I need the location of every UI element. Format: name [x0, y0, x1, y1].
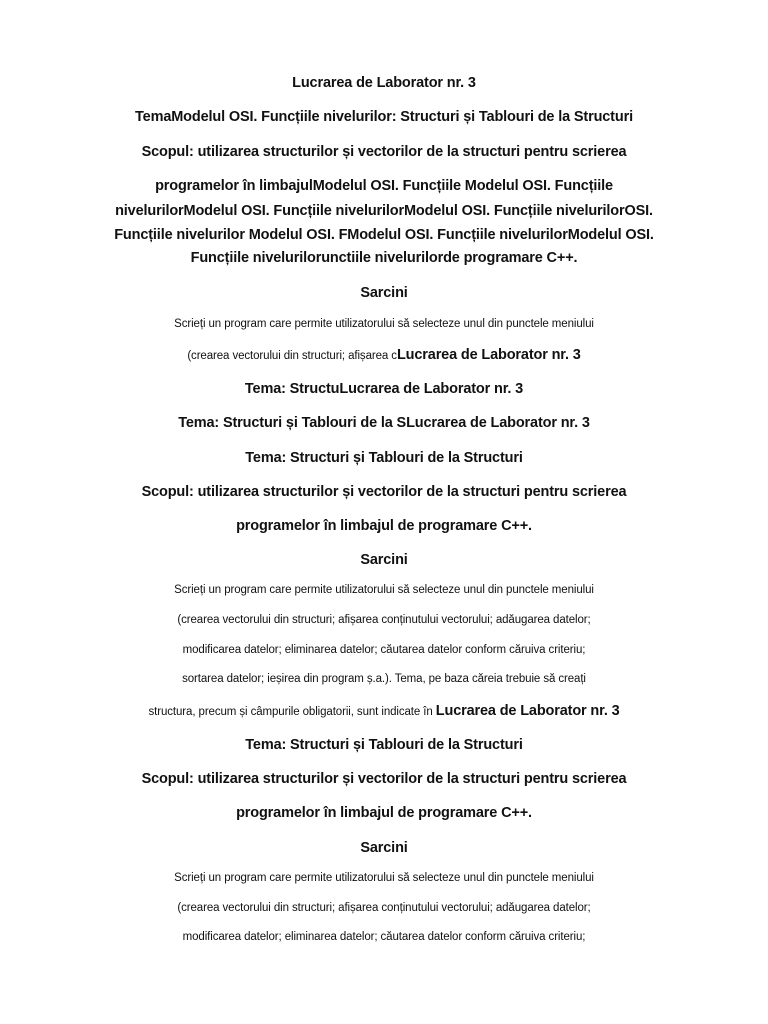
- lab-title: Lucrarea de Laborator nr. 3: [292, 75, 476, 91]
- tasks-text: Scrieți un program care permite utilizatorului să selecteze unul din punctele meniului: [174, 584, 594, 596]
- lab-scope-cont: programelor în limbajulModelul OSI. Funcțiile Modelul OSI. Funcțiile: [155, 178, 613, 194]
- tasks-heading: Sarcini: [360, 285, 408, 301]
- tasks-heading: Sarcini: [360, 840, 408, 856]
- tasks-heading: Sarcini: [360, 552, 408, 568]
- tasks-text: Scrieți un program care permite utilizatorului să selecteze unul din punctele meniului: [174, 872, 594, 884]
- lab-theme: TemaModelul OSI. Funcțiile nivelurilor: Structuri și Tablouri de la Structuri: [135, 109, 633, 125]
- lab-theme: Tema: Structuri și Tablouri de la Structuri: [245, 450, 523, 466]
- tasks-text-mixed: [0, 703, 768, 719]
- lab-theme: Tema: StructuLucrarea de Laborator nr. 3: [244, 381, 524, 397]
- tasks-text: modificarea datelor; eliminarea datelor; căutarea datelor conform căruiva criteriu;: [182, 931, 586, 943]
- lab-scope-cont: Funcțiile nivelurilorunctiile nivelurilorde programare C++.: [190, 250, 578, 266]
- inline-lab-title: Lucrarea de Laborator nr. 3: [396, 347, 581, 363]
- lab-scope-cont: Funcțiile nivelurilor Modelul OSI. FModelul OSI. Funcțiile nivelurilorModelul OSI.: [114, 227, 654, 243]
- tasks-text: modificarea datelor; eliminarea datelor; căutarea datelor conform căruiva criteriu;: [182, 644, 586, 656]
- lab-scope: Scopul: utilizarea structurilor și vectorilor de la structuri pentru scrierea: [141, 484, 627, 500]
- lab-scope: Scopul: utilizarea structurilor și vectorilor de la structuri pentru scrierea: [141, 771, 627, 787]
- lab-theme: Tema: Structuri și Tablouri de la SLucrarea de Laborator nr. 3: [178, 415, 590, 431]
- inline-lab-title: Lucrarea de Laborator nr. 3: [435, 703, 620, 719]
- tasks-text: (crearea vectorului din structuri; afișarea c: [187, 350, 397, 362]
- lab-theme: Tema: Structuri și Tablouri de la Structuri: [245, 737, 523, 753]
- tasks-text: (crearea vectorului din structuri; afișarea conținutului vectorului; adăugarea datelor;: [177, 614, 591, 626]
- lab-scope-cont: programelor în limbajul de programare C++.: [236, 805, 532, 821]
- tasks-text: sortarea datelor; ieșirea din program ș.a.). Tema, pe baza căreia trebuie să creați: [182, 673, 586, 685]
- lab-scope: Scopul: utilizarea structurilor și vectorilor de la structuri pentru scrierea: [141, 144, 627, 160]
- lab-scope-cont: nivelurilorModelul OSI. Funcțiile nivelurilorModelul OSI. Funcțiile nivelurilorOSI.: [115, 203, 653, 219]
- lab-scope-cont: programelor în limbajul de programare C++.: [236, 518, 532, 534]
- tasks-text: (crearea vectorului din structuri; afișarea conținutului vectorului; adăugarea datelor;: [177, 902, 591, 914]
- tasks-text-mixed: [0, 347, 768, 363]
- tasks-text: Scrieți un program care permite utilizatorului să selecteze unul din punctele meniului: [174, 318, 594, 330]
- tasks-text: structura, precum și câmpurile obligatorii, sunt indicate în: [148, 706, 436, 718]
